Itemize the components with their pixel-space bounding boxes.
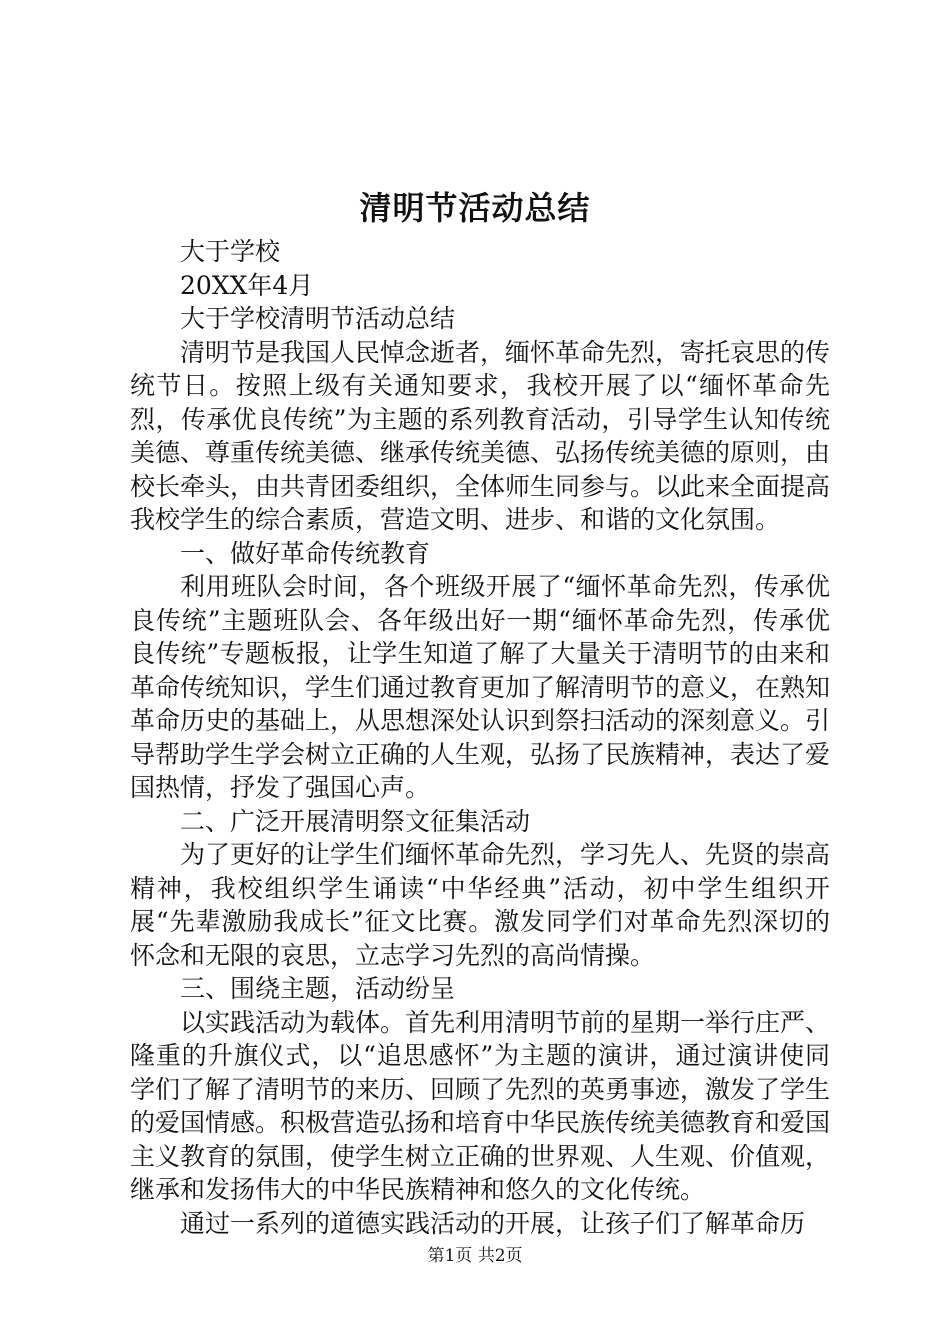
section-paragraph-3: 以实践活动为载体。首先利用清明节前的星期一举行庄严、隆重的升旗仪式，以“追思感怀”为主题的演讲，通过演讲使同学们了解了清明节的来历、回顾了先烈的英勇事迹，激发了学生的爱国情感。积极营造弘扬和培育中华民族传统美德教育和爱国主义教育的氛围，使学生树立正确的世界观、人生观、价值观，继承和发扬伟大的中华民族精神和悠久的文化传统。 (130, 1007, 831, 1204)
page-footer: 第1页 共2页 (427, 1246, 523, 1266)
date-line: 20XX年4月 (180, 270, 314, 300)
document-body (130, 235, 830, 1240)
section-paragraph-1: 利用班队会时间，各个班级开展了“缅怀革命先烈，传承优良传统”主题班队会、各年级出好一期“缅怀革命先烈，传承优良传统”专题板报，让学生知道了解了大量关于清明节的由来和革命传统知识，学生们通过教育更加了解清明节的意义，在熟知革命历史的基础上，从思想深处认识到祭扫活动的深刻意义。引导帮助学生学会树立正确的人生观，弘扬了民族精神，表达了爱国热情，抒发了强国心声。 (130, 572, 831, 802)
subtitle-line: 大于学校清明节活动总结 (180, 304, 456, 333)
section-heading-1: 一、做好革命传统教育 (180, 538, 431, 568)
continuation-paragraph: 通过一系列的道德实践活动的开展，让孩子们了解革命历 (180, 1208, 806, 1238)
document-title: 清明节活动总结 (359, 189, 591, 227)
school-name-line: 大于学校 (180, 237, 281, 266)
section-heading-3: 三、围绕主题，活动纷呈 (180, 974, 456, 1003)
intro-paragraph: 清明节是我国人民悼念逝者，缅怀革命先烈，寄托哀思的传统节日。按照上级有关通知要求，我校开展了以“缅怀革命先烈，传承优良传统”为主题的系列教育活动，引导学生认知传统美德、尊重传统美德、继承传统美德、弘扬传统美德的原则，由校长牵头，由共青团委组织，全体师生同参与。以此来全面提高我校学生的综合素质，营造文明、进步、和谐的文化氛围。 (130, 337, 831, 534)
section-heading-2: 二、广泛开展清明祭文征集活动 (180, 806, 531, 836)
section-paragraph-2: 为了更好的让学生们缅怀革命先烈，学习先人、先贤的崇高精神，我校组织学生诵读“中华经典”活动，初中学生组织开展“先辈激励我成长”征文比赛。激发同学们对革命先烈深切的怀念和无限的哀思，立志学习先烈的高尚情操。 (130, 840, 831, 970)
